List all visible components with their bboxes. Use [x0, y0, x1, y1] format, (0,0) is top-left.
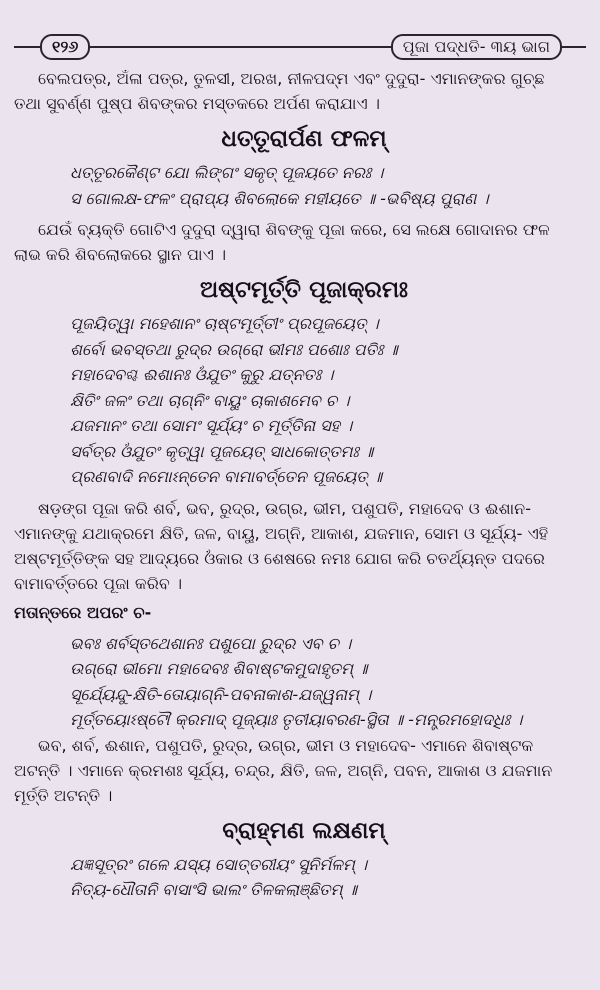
book-title: ପୂଜା ପଦ୍ଧତି- ୩ୟ ଭାଗ [391, 34, 562, 60]
verse-line: ଉଗ୍ରୋ ଭୀମୋ ମହାଦେବଃ ଶିବାଷ୍ଟକମୁଦାହୃତମ୍ ॥ [70, 659, 368, 678]
verse-line: ସର୍ବତ୍ର ଓଁଯୁତଂ କୃତ୍ୱା ପୂଜୟେତ୍ ସାଧକୋତ୍ତମଃ ॥ [70, 441, 374, 461]
verse-line: ପ୍ରଣବାଦି ନମୋଽନ୍ତେନ ବାମାବର୍ତ୍ତେନ ପୂଜୟେତ୍ ॥ [70, 467, 383, 486]
verse-line: ଯଜ୍ଞସୂତ୍ରଂ ଗଳେ ଯସ୍ୟ ସୋତ୍ତରୀୟଂ ସୁନିର୍ମଳମ୍ । [70, 854, 368, 874]
verse-line: ନିତ୍ୟ-ଧୌତାନି ବାସାଂସି ଭାଲଂ ତିଳକଲାଞ୍ଛିତମ୍ ॥ [70, 880, 357, 899]
section-heading-dhatura: ଧତ୍ତୂରାର୍ପଣ ଫଳମ୍ [221, 126, 387, 152]
verse-line: ମହାଦେବଶ୍ଚ ଈଶାନଃ ଓଁଯୁତଂ କୁରୁ ଯତ୍ନତଃ । [70, 365, 334, 384]
section-heading-ashtamurti: ଅଷ୍ଟମୂର୍ତ୍ତି ପୂଜାକ୍ରମଃ [200, 277, 408, 303]
verse-line: କ୍ଷିତିଂ ଜଳଂ ତଥା ଚାଗ୍ନିଂ ବାୟୁଂ ଚାକାଶମେବ ଚ । [70, 390, 350, 410]
verse-line: ମୂର୍ତ୍ତୟୋଽଷ୍ଟୌ କ୍ରମାଦ୍ ପୂଜ୍ୟାଃ ତୃତୀୟାବରଣ-ସ୍ଥିତା ॥ -ମନ୍ତ୍ରମହୋଦଧିଃ । [70, 710, 523, 729]
explanation-paragraph: ଭବ, ଶର୍ବ, ଈଶାନ, ପଶୁପତି, ରୁଦ୍ର, ଉଗ୍ର, ଭୀମ ଓ ମହାଦେବ- ଏମାନେ ଶିବାଷ୍ଟକ ଅଟନ୍ତି । ଏମାନେ କ୍ରମଶଃ ସୂର୍ଯ୍ୟ, ଚନ୍ଦ୍ର, କ୍ଷିତି, ଜଳ, ଅଗ୍ନି, ପବନ, ଆକାଶ ଓ ଯଜମାନ ମୂର୍ତ୍ତି ଅଟନ୍ତି । [14, 735, 553, 805]
verse-line: ଧତ୍ତୂରକୈଣ୍ଟ ଯୋ ଲିଙ୍ଗଂ ସକୃତ୍ ପୂଜୟତେ ନରଃ । [70, 163, 384, 182]
intro-paragraph: ବେଲପତ୍ର, ଅଁଳା ପତ୍ର, ତୁଳସୀ, ଅରଖ, ନୀଳପଦ୍ମ ଏବଂ ଦୁଦୁରା- ଏମାନଙ୍କର ଗୁଚ୍ଛ ତଥା ସୁବର୍ଣ୍ଣ ପୁଷ୍ପ ଶିବଙ୍କର ମସ୍ତକରେ ଅର୍ପଣ କରାଯାଏ । [14, 69, 545, 113]
page-number: ୧୨୬ [40, 34, 90, 60]
verse-line: ଭବଃ ଶର୍ବସ୍ତଥେଶାନଃ ପଶୁପୋ ରୁଦ୍ର ଏବ ଚ । [70, 633, 352, 653]
page-header [14, 34, 586, 58]
verse-line: ଯଜମାନଂ ତଥା ସୋମଂ ସୂର୍ଯ୍ୟଂ ଚ ମୂର୍ତ୍ତିନା ସହ । [70, 416, 353, 435]
verse-line: ସୂର୍ଯ୍ୟେନ୍ଦୁ-କ୍ଷିତି-ତୋୟାଗ୍ନି-ପବନାକାଶ-ଯଜ୍ୱନାମ୍ । [70, 684, 372, 704]
verse-line: ଶର୍ବୋ ଭବସ୍ତଥା ରୁଦ୍ର ଉଗ୍ରୋ ଭୀମଃ ପଶୋଃ ପତିଃ ॥ [70, 339, 398, 359]
verse-line: ପୂଜୟିତ୍ୱା ମହେଶାନଂ ଚାଷ୍ଟମୂର୍ତ୍ତୀଂ ପ୍ରପୂଜୟେତ୍ । [70, 314, 379, 333]
section-heading-brahmana: ବ୍ରାହ୍ମଣ ଲକ୍ଷଣମ୍ [222, 817, 386, 844]
explanation-paragraph: ଷଡ଼ଙ୍ଗ ପୂଜା କରି ଶର୍ବ, ଭବ, ରୁଦ୍ର, ଉଗ୍ର, ଭୀମ, ପଶୁପତି, ମହାଦେବ ଓ ଈଶାନ- ଏମାନଙ୍କୁ ଯଥାକ୍ରମେ କ୍ଷିତି, ଜଳ, ବାୟୁ, ଅଗ୍ନି, ଆକାଶ, ଯଜମାନ, ସୋମ ଓ ସୂର୍ଯ୍ୟ- ଏହି ଅଷ୍ଟମୂର୍ତ୍ତିଙ୍କ ସହ ଆଦ୍ୟରେ ଓଁକାର ଓ ଶେଷରେ ନମଃ ଯୋଗ କରି ଚତର୍ଥ୍ୟନ୍ତ ପଦରେ ବାମାବର୍ତ୍ତରେ ପୂଜା କରିବ । [14, 498, 549, 593]
verse-line: ସ ଗୋଲକ୍ଷ-ଫଳଂ ପ୍ରାପ୍ୟ ଶିବଲୋକେ ମହୀୟତେ ॥ -ଭବିଷ୍ୟ ପୁରାଣ । [70, 188, 489, 208]
alternate-view-label: ମତାନ୍ତରେ ଅପରଂ ଚ- [14, 602, 152, 622]
explanation-paragraph: ଯେଉଁ ବ୍ୟକ୍ତି ଗୋଟିଏ ଦୁଦୁରା ଦ୍ୱାରା ଶିବଙ୍କୁ ପୂଜା କରେ, ସେ ଲକ୍ଷେ ଗୋଦାନର ଫଳ ଲାଭ କରି ଶିବଲୋକରେ ସ୍ଥାନ ପାଏ । [14, 220, 550, 264]
page-content [14, 66, 564, 903]
